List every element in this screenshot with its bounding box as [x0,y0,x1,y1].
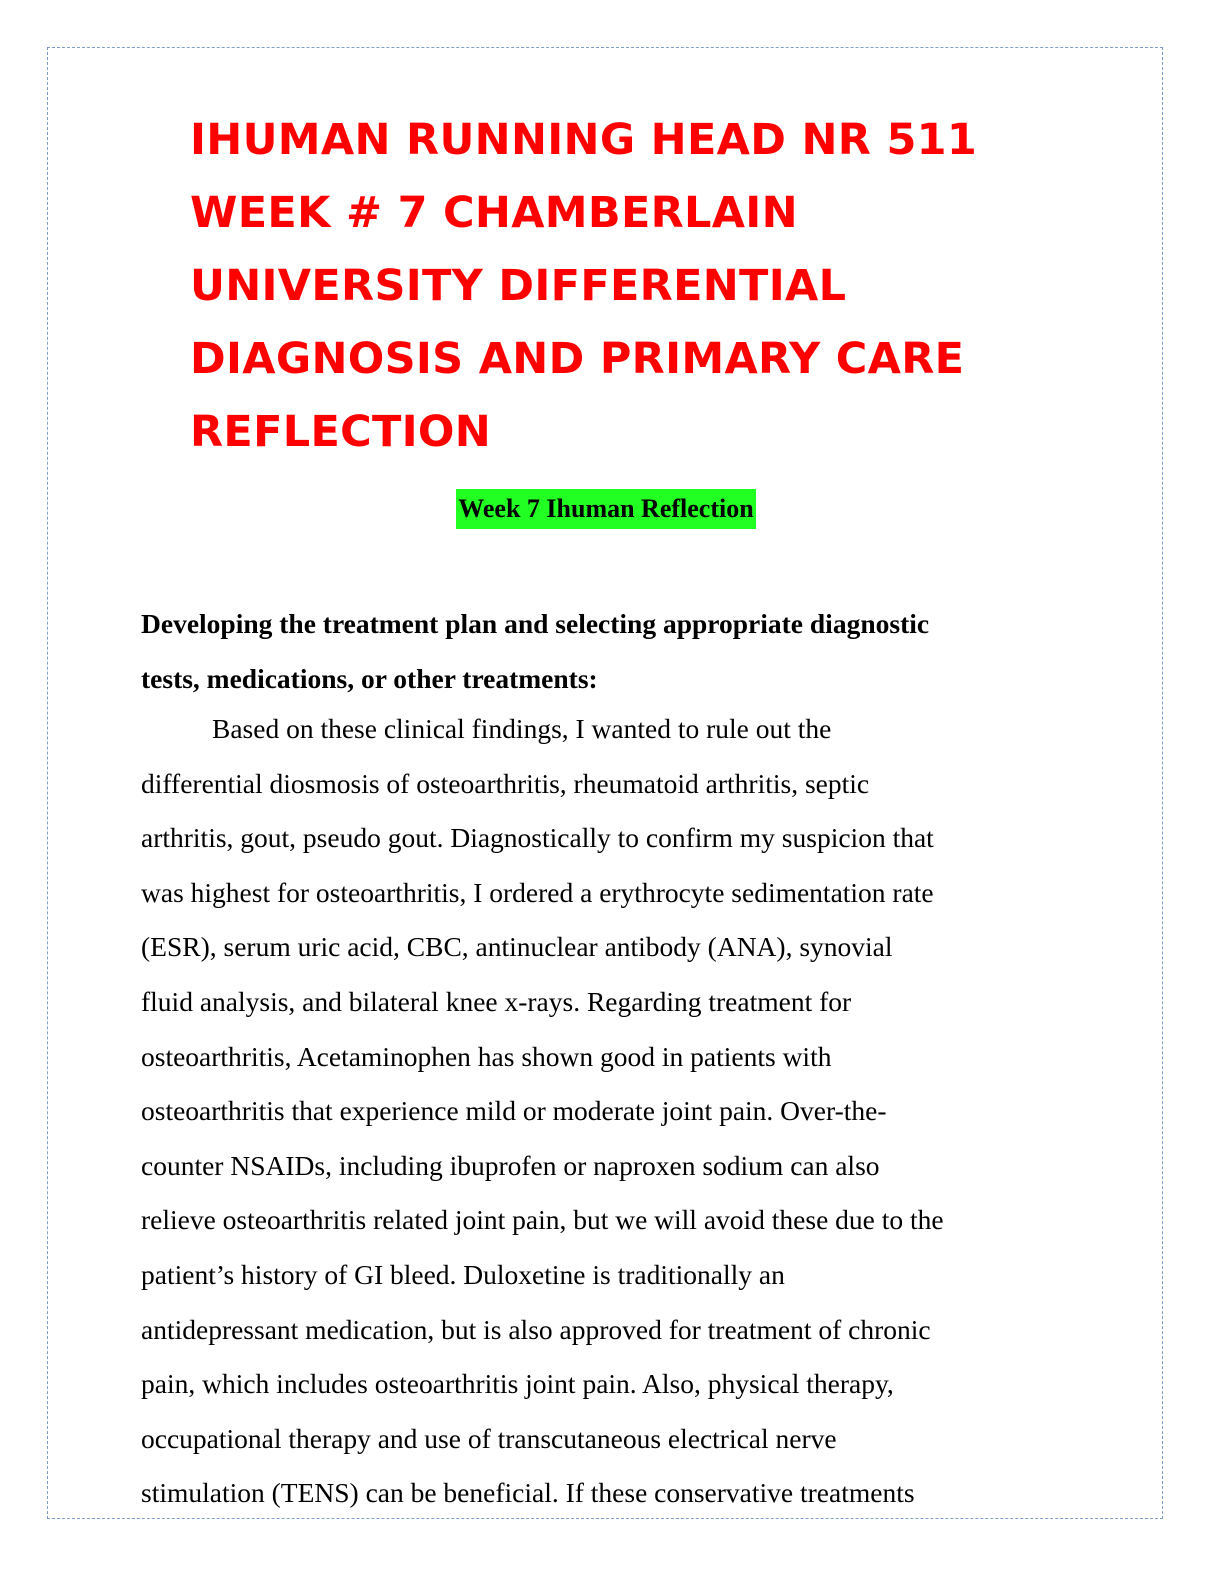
paragraph-line: arthritis, gout, pseudo gout. Diagnostically to confirm my suspicion that [141,822,934,854]
paragraph-line: was highest for osteoarthritis, I ordered a erythrocyte sedimentation rate [141,876,934,908]
paragraph-line: patient’s history of GI bleed. Duloxetine is traditionally an [141,1258,785,1290]
highlighted-subtitle: Week 7 Ihuman Reflection [456,489,755,529]
paragraph-line: pain, which includes osteoarthritis joint pain. Also, physical therapy, [141,1368,894,1400]
paragraph-line: osteoarthritis that experience mild or moderate joint pain. Over-the- [141,1095,887,1127]
title-line: REFLECTION [190,407,492,457]
body-paragraph [141,702,1101,1521]
section-heading [141,597,1091,706]
paragraph-line: occupational therapy and use of transcutaneous electrical nerve [141,1422,837,1454]
section-heading-line: Developing the treatment plan and selecting appropriate diagnostic [141,608,930,639]
title-line: UNIVERSITY DIFFERENTIAL [190,261,847,311]
document-title [190,104,1090,469]
paragraph-line: fluid analysis, and bilateral knee x-rays. Regarding treatment for [141,985,852,1017]
title-line: IHUMAN RUNNING HEAD NR 511 [190,115,978,165]
title-line: WEEK # 7 CHAMBERLAIN [190,188,798,238]
paragraph-line: relieve osteoarthritis related joint pain, but we will avoid these due to the [141,1204,944,1236]
paragraph-line: (ESR), serum uric acid, CBC, antinuclear antibody (ANA), synovial [141,931,893,963]
paragraph-line: antidepressant medication, but is also approved for treatment of chronic [141,1313,931,1345]
subtitle-container [0,489,1212,529]
paragraph-line: counter NSAIDs, including ibuprofen or naproxen sodium can also [141,1149,880,1181]
title-line: DIAGNOSIS AND PRIMARY CARE [190,334,965,384]
paragraph-line: stimulation (TENS) can be beneficial. If these conservative treatments [141,1477,915,1509]
paragraph-line: differential diosmosis of osteoarthritis, rheumatoid arthritis, septic [141,767,870,799]
section-heading-line: tests, medications, or other treatments: [141,662,598,694]
paragraph-line: Based on these clinical findings, I wanted to rule out the [212,713,832,744]
paragraph-line: osteoarthritis, Acetaminophen has shown good in patients with [141,1040,832,1072]
